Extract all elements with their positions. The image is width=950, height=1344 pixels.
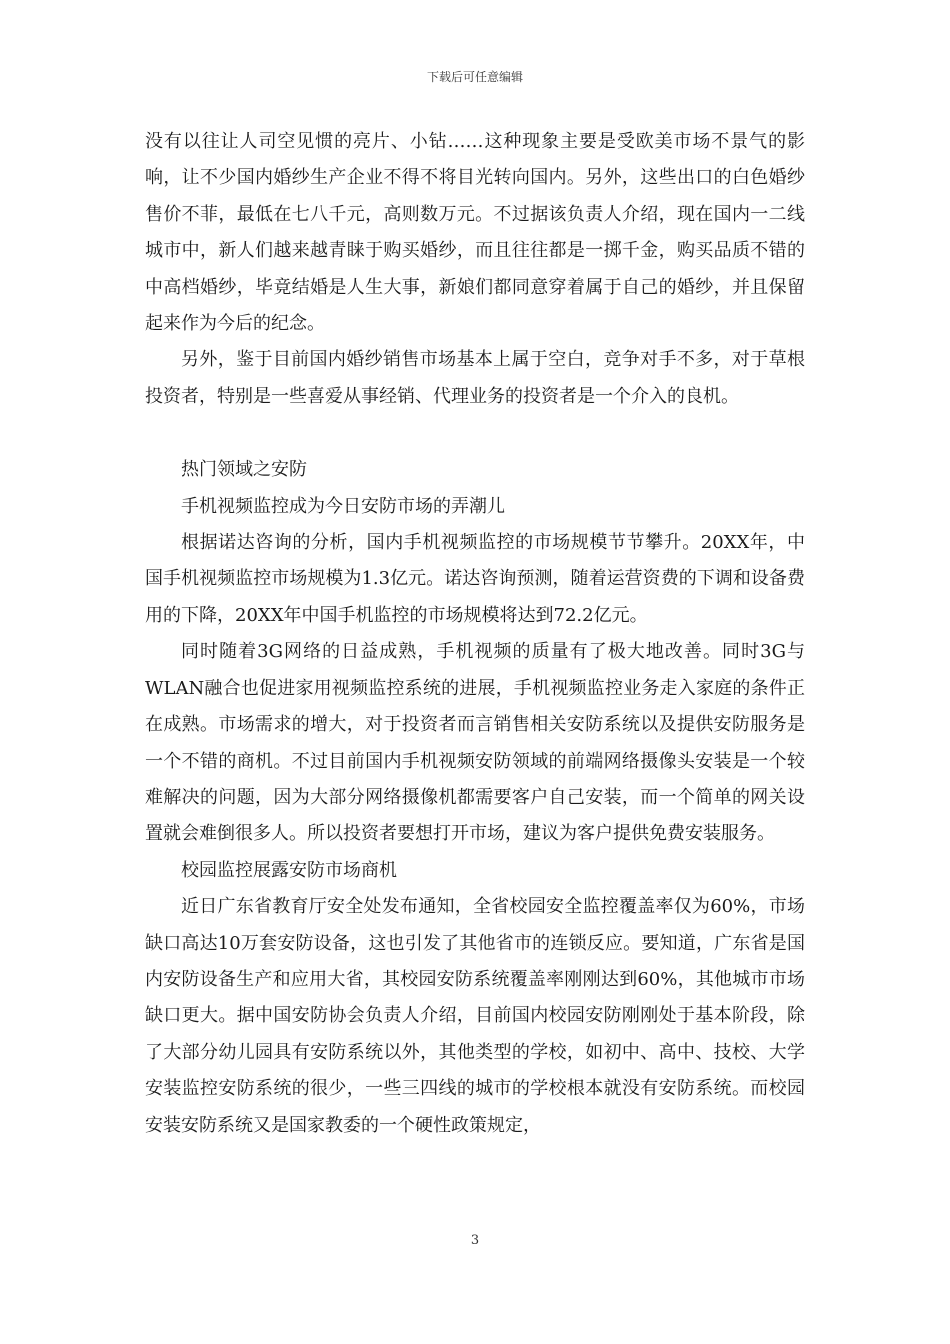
paragraph-guangdong-campus: 近日广东省教育厅安全处发布通知，全省校园安全监控覆盖率仅为60%，市场缺口高达10万套安防设备，这也引发了其他省市的连锁反应。要知道，广东省是国内安防设备生产和应用大省，其校园安防系统覆盖率刚刚达到60%，其他城市市场缺口更大。据中国安防协会负责人介绍，目前国内校园安防刚刚处于基本阶段，除了大部分幼儿园具有安防系统以外，其他类型的学校，如初中、高中、技校、大学安装监控安防系统的很少，一些三四线的城市的学校根本就没有安防系统。而校园安装安防系统又是国家教委的一个硬性政策规定， bbox=[145, 896, 805, 1136]
paragraph-wedding-dress-market: 没有以往让人司空见惯的亮片、小钻……这种现象主要是受欧美市场不景气的影响，让不少国内婚纱生产企业不得不将目光转向国内。另外，这些出口的白色婚纱售价不菲，最低在七八千元，高则数万元。不过据该负责人介绍，现在国内一二线城市中，新人们越来越青睐于购买婚纱，而且往往都是一掷千金，购买品质不错的中高档婚纱，毕竟结婚是人生大事，新娘们都同意穿着属于自己的婚纱，并且保留起来作为今后的纪念。 bbox=[145, 131, 805, 335]
document-body bbox=[145, 124, 805, 1144]
paragraph-investment-opportunity: 另外，鉴于目前国内婚纱销售市场基本上属于空白，竞争对手不多，对于草根投资者，特别是一些喜爱从事经销、代理业务的投资者是一个介入的良机。 bbox=[145, 349, 805, 407]
paragraph-3g-network: 同时随着3G网络的日益成熟，手机视频的质量有了极大地改善。同时3G与WLAN融合也促进家用视频监控系统的进展，手机视频监控业务走入家庭的条件正在成熟。市场需求的增大，对于投资者而言销售相关安防系统以及提供安防服务是一个不错的商机。不过目前国内手机视频安防领域的前端网络摄像头安装是一个较难解决的问题，因为大部分网络摄像机都需要客户自己安装，而一个简单的网关设置就会难倒很多人。所以投资者要想打开市场，建议为客户提供免费安装服务。 bbox=[145, 641, 805, 845]
subheading-campus-monitoring: 校园监控展露安防市场商机 bbox=[181, 859, 397, 881]
paragraph-spacer bbox=[145, 415, 805, 452]
subheading-mobile-video-monitoring: 手机视频监控成为今日安防市场的弄潮儿 bbox=[181, 495, 505, 517]
page-header: 下载后可任意编辑 bbox=[426, 70, 523, 84]
paragraph-market-scale: 根据诺达咨询的分析，国内手机视频监控的市场规模节节攀升。20XX年，中国手机视频监控市场规模为1.3亿元。诺达咨询预测，随着运营资费的下调和设备费用的下降，20XX年中国手机监控的市场规模将达到72.2亿元。 bbox=[145, 532, 805, 626]
section-heading-security: 热门领域之安防 bbox=[181, 459, 307, 481]
page-number: 3 bbox=[470, 1233, 480, 1248]
